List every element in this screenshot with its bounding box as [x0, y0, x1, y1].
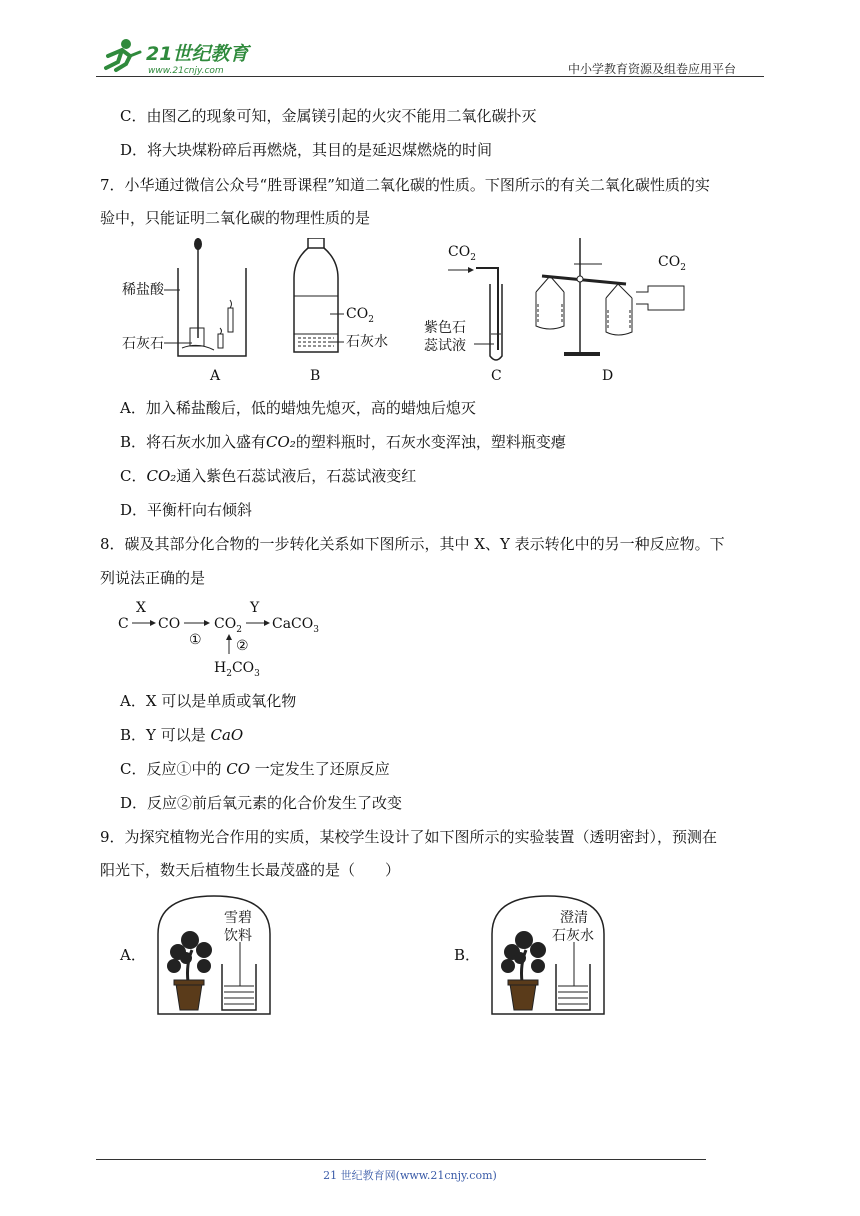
q9-b-label-clear: 澄清 — [560, 910, 588, 926]
fig-c-label-litmus2: 蕊试液 — [424, 338, 466, 354]
q9-option-b-label: B． — [454, 946, 481, 964]
scheme-x: X — [136, 600, 146, 616]
q8-option-b: B．Y 可以是 CaO — [120, 726, 244, 744]
q9-b-label-limewater: 石灰水 — [552, 928, 594, 944]
fig-b-label-co2: $CO_2$ — [346, 306, 374, 325]
scheme-co2: $CO_2$ — [214, 616, 242, 635]
logo-url: www.21cnjy.com — [148, 66, 224, 76]
q9-option-b-figure — [490, 894, 606, 1016]
q7-option-b: B．将石灰水加入盛有CO₂的塑料瓶时，石灰水变浑浊，塑料瓶变瘪 — [120, 433, 566, 451]
fig-c-label-litmus1: 紫色石 — [424, 320, 466, 336]
fig-a-label-acid: 稀盐酸 — [122, 282, 164, 298]
scheme-caco3: CaCO$_3$ — [272, 616, 319, 635]
q6-option-c: C．由图乙的现象可知，金属镁引起的火灾不能用二氧化碳扑灭 — [120, 107, 537, 125]
scheme-step2: ② — [236, 638, 249, 654]
q8-conversion-scheme — [116, 596, 346, 678]
q9-stem-line2: 阳光下，数天后植物生长最茂盛的是（ ） — [100, 861, 401, 879]
bonsai-tree-icon — [167, 931, 212, 1010]
q6-option-d: D．将大块煤粉碎后再燃烧，其目的是延迟煤燃烧的时间 — [120, 141, 493, 159]
fig-a-label-limestone: 石灰石 — [122, 336, 164, 352]
q9-option-a-label: A． — [120, 946, 146, 964]
bonsai-tree-icon — [501, 931, 546, 1010]
q9-a-label-drink: 饮料 — [224, 928, 252, 944]
q9-option-a-figure — [156, 894, 272, 1016]
q7-stem-line1: 7．小华通过微信公众号“胜哥课程”知道二氧化碳的性质。下图所示的有关二氧化碳性质的实 — [100, 176, 710, 194]
q8-option-a: A．X 可以是单质或氧化物 — [120, 692, 297, 710]
q8-option-c: C．反应①中的 CO 一定发生了还原反应 — [120, 760, 390, 778]
fig-c-caption: C — [491, 368, 502, 384]
fig-a-beaker — [122, 238, 246, 384]
footer-divider — [96, 1159, 706, 1160]
q9-a-label-sprite: 雪碧 — [224, 910, 252, 926]
scheme-co: CO — [158, 616, 181, 632]
footer-text: 21 世纪教育网(www.21cnjy.com) — [323, 1169, 497, 1182]
q7-option-a: A．加入稀盐酸后，低的蜡烛先熄灭，高的蜡烛后熄灭 — [120, 399, 476, 417]
q7-stem-line2: 验中，只能证明二氧化碳的物理性质的是 — [100, 209, 371, 227]
q8-stem-line2: 列说法正确的是 — [100, 569, 206, 587]
fig-d-caption: D — [602, 368, 614, 384]
scheme-h2co3: $H_2CO_3$ — [214, 660, 260, 678]
q7-option-d: D．平衡杆向右倾斜 — [120, 501, 253, 519]
fig-d-balance — [536, 238, 686, 384]
q8-option-d: D．反应②前后氧元素的化合价发生了改变 — [120, 794, 403, 812]
site-logo — [96, 36, 266, 76]
scheme-step1: ① — [189, 632, 202, 648]
fig-b-bottle — [294, 238, 388, 384]
platform-title: 中小学教育资源及组卷应用平台 — [568, 62, 737, 76]
fig-b-caption: B — [310, 368, 321, 384]
fig-c-tube — [424, 244, 502, 384]
scheme-c: C — [118, 616, 129, 632]
logo-text: 21世纪教育 — [146, 43, 249, 65]
fig-c-label-co2: $CO_2$ — [448, 244, 476, 263]
q8-stem-line1: 8．碳及其部分化合物的一步转化关系如下图所示，其中 X、Y 表示转化中的另一种反应物。下 — [100, 535, 725, 553]
fig-b-label-limewater: 石灰水 — [346, 334, 388, 350]
runner-logo-icon — [96, 36, 266, 76]
scheme-y: Y — [250, 600, 260, 616]
header-divider — [96, 76, 764, 77]
fig-d-label-co2: $CO_2$ — [658, 254, 686, 273]
q9-stem-line1: 9．为探究植物光合作用的实质，某校学生设计了如下图所示的实验装置（透明密封），预测在 — [100, 828, 718, 846]
fig-a-caption: A — [210, 368, 221, 384]
q7-option-c: C．CO₂通入紫色石蕊试液后，石蕊试液变红 — [120, 467, 417, 485]
q7-figure — [118, 238, 718, 386]
